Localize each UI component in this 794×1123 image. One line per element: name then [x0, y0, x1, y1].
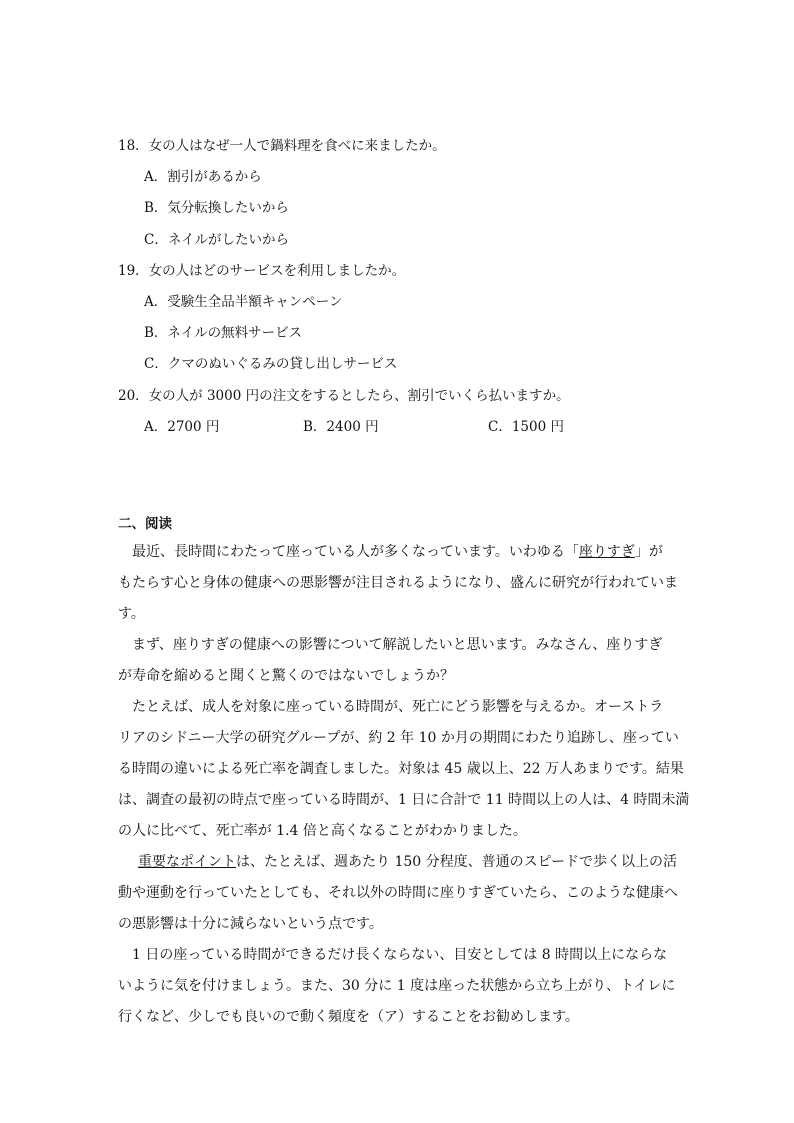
- paragraph-5-line-1: 1 日の座っている時間ができるだけ長くならない、目安としては 8 時間以上にならな: [118, 947, 668, 963]
- question-18-option-b: B．気分転換したいから: [144, 200, 289, 216]
- paragraph-4-line-3: の悪影響は十分に減らないという点です。: [118, 916, 383, 932]
- paragraph-1-line-1: [118, 541, 676, 561]
- p1-underlined-term: 座りすぎ: [578, 544, 635, 560]
- paragraph-5-line-2: いように気を付けましょう。また、30 分に 1 度は座った状態から立ち上がり、トイレに: [118, 978, 676, 994]
- question-18-stem: 18．女の人はなぜ一人で鍋料理を食べに来ましたか。: [118, 138, 446, 154]
- question-20-option-b: B．2400 円: [303, 419, 379, 435]
- question-20-stem: 20．女の人が 3000 円の注文をするとしたら、割引でいくら払いますか。: [118, 388, 570, 404]
- p1-text-b: 」が: [634, 544, 663, 560]
- paragraph-4-line-2: 動や運動を行っていたとしても、それ以外の時間に座りすぎていたら、このような健康へ: [118, 885, 678, 901]
- paragraph-5-line-3: 行くなど、少しでも良いので動く頻度を（ア）することをお勧めします。: [118, 1009, 579, 1025]
- reading-section-title: 二、阅读: [118, 516, 172, 532]
- paragraph-3-line-5: の人に比べて、死亡率が 1.4 倍と高くなることがわかりました。: [118, 823, 527, 839]
- paragraph-3-line-3: る時間の違いによる死亡率を調査しました。対象は 45 歳以上、22 万人あまりです。結果: [118, 761, 684, 777]
- question-20-option-c: C．1500 円: [488, 419, 564, 435]
- paragraph-1-line-2: もたらす心と身体の健康への悪影響が注目されるようになり、盛んに研究が行われていま: [118, 575, 678, 591]
- paragraph-3-line-1: たとえば、成人を対象に座っている時間が、死亡にどう影響を与えるか。オーストラ: [118, 699, 664, 715]
- paragraph-1-line-3: す。: [118, 606, 145, 622]
- paragraph-4-line-1: [138, 851, 696, 871]
- question-18-option-a: A．割引があるから: [144, 169, 262, 185]
- paragraph-3-line-4: は、調査の最初の時点で座っている時間が、1 日に合計で 11 時間以上の人は、4 時間未満: [118, 792, 690, 808]
- paragraph-3-line-2: リアのシドニー大学の研究グループが、約 2 年 10 か月の期間にわたり追跡し、座ってい: [118, 730, 679, 746]
- question-19-option-b: B．ネイルの無料サービス: [144, 325, 303, 341]
- question-18-option-c: C．ネイルがしたいから: [144, 232, 290, 248]
- question-20-option-a: A．2700 円: [144, 419, 220, 435]
- question-19-option-a: A．受験生全品半額キャンペーン: [144, 294, 343, 310]
- paragraph-2-line-2: が寿命を縮めると聞くと驚くのではないでしょうか？: [118, 668, 454, 684]
- p4-text-b: は、たとえば、週あたり 150 分程度、普通のスピードで歩く以上の活: [236, 854, 678, 870]
- p1-text-a: 最近、長時間にわたって座っている人が多くなっています。いわゆる「: [118, 544, 579, 560]
- paragraph-2-line-1: まず、座りすぎの健康への影響について解説したいと思います。みなさん、座りすぎ: [118, 637, 663, 653]
- p4-underlined-term: 重要なポイント: [138, 854, 236, 870]
- question-19-stem: 19．女の人はどのサービスを利用しましたか。: [118, 263, 406, 279]
- question-19-option-c: C．クマのぬいぐるみの貸し出しサービス: [144, 356, 398, 372]
